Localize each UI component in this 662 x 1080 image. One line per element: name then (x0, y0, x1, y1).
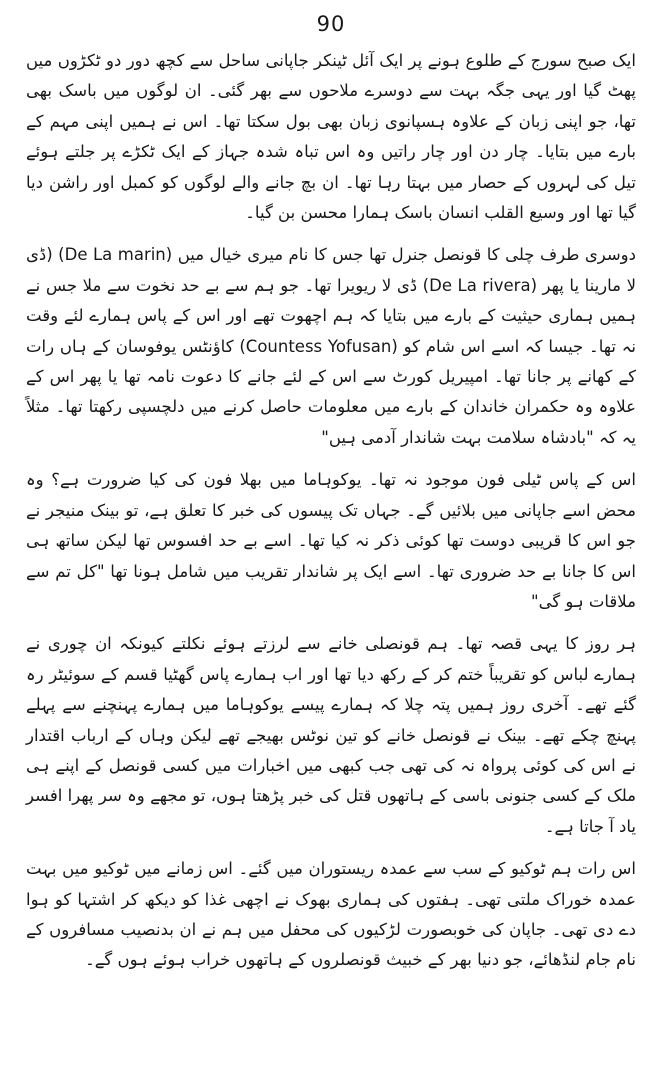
paragraph-4: ہر روز کا یہی قصہ تھا۔ ہم قونصلی خانے سے لرزتے ہوئے نکلتے کیونکہ ان چوری نے ہمارے لباس کو تقریباً ختم کر کے رکھ دیا تھا اور اب ہمارے پاس گھٹیا قسم کے سوئیٹر رہ گئے تھے۔ آخری روز ہمیں پتہ چلا کہ ہمارے پیسے یوکوہاما میں ہمارے پہنچنے سے پہلے پہنچ چکے تھے۔ بینک نے قونصل خانے کو تین نوٹس بھیجے تھے لیکن وہاں کے ارباب اقتدار نے اس کی کوئی پرواہ نہ کی تھی جب کبھی میں اخبارات میں کسی قونصل کے اپنے ہی ملک کے کسی جنونی باسی کے ہاتھوں قتل کی خبر پڑھتا ہوں، تو مجھے وہ سر پھرا افسر یاد آ جاتا ہے۔ (26, 634, 636, 836)
paragraph-1: ایک صبح سورج کے طلوع ہونے پر ایک آئل ٹینکر جاپانی ساحل سے کچھ دور دو ٹکڑوں میں پھٹ گیا اور یہی جگہ بہت سے دوسرے ملاحوں سے بھر گئی۔ ان لوگوں میں باسک بھی تھا، جو اپنی زبان کے علاوہ ہسپانوی زبان بھی بول سکتا تھا۔ اس نے ہمیں اپنی مہم کے بارے میں بتایا۔ چار دن اور چار راتیں وہ اس تباہ شدہ جہاز کے ایک ٹکڑے پر جلتے ہوئے تیل کی لہروں کے حصار میں بہتا رہا تھا۔ ان بچ جانے والے لوگوں کو کمبل اور راشن دیا گیا تھا اور وسیع القلب انسان باسک ہمارا محسن بن گیا۔ (26, 51, 636, 223)
body-text (26, 46, 636, 976)
paragraph-2: دوسری طرف چلی کا قونصل جنرل تھا جس کا نام میری خیال میں (De La marin) (ڈی لا مارینا یا پھر (De La rivera) ڈی لا ریویرا تھا۔ جو ہم سے بے حد نخوت سے ملا جس نے ہمیں ہماری حیثیت کے بارے میں بتایا کہ ہم اچھوت تھے اور اس کے پاس ہمارے لئے وقت نہ تھا۔ جیسا کہ اسے اس شام کو (Countess Yofusan) کاؤنٹس یوفوسان کے ہاں رات کے کھانے پر جانا تھا۔ امپیریل کورٹ سے اس کے لئے جانے کا دعوت نامہ تھا یا پھر اس کے علاوہ وہ حکمران خاندان کے بارے میں معلومات حاصل کرنے میں دلچسپی رکھتا تھا۔ مثلاً یہ کہ "بادشاہ سلامت بہت شاندار آدمی ہیں" (26, 245, 637, 447)
paragraph-5: اس رات ہم ٹوکیو کے سب سے عمدہ ریستوران میں گئے۔ اس زمانے میں ٹوکیو میں بہت عمدہ خوراک ملتی تھی۔ ہفتوں کی ہماری بھوک نے اچھی غذا کو دیکھ کر اشتہا کو ہوا دے دی تھی۔ جاپان کی خوبصورت لڑکیوں کی محفل میں ہم نے ان بدنصیب مسافروں کے نام جام لنڈھائے، جو دنیا بھر کے خبیث قونصلروں کے ہاتھوں خراب ہوئے ہوں گے۔ (26, 859, 636, 970)
page-number: 90 (316, 12, 346, 36)
paragraph-3: اس کے پاس ٹیلی فون موجود نہ تھا۔ یوکوہاما میں بھلا فون کی کیا ضرورت ہے؟ وہ محض اسے جاپانی میں بلائیں گے۔ جہاں تک پیسوں کی خبر کا تعلق ہے، تو بینک منیجر نے جو اس کا قریبی دوست تھا کوئی ذکر نہ کیا تھا۔ اسے بے حد افسوس تھا لیکن ساتھ ہی اس کا جانا بے حد ضروری تھا۔ اسے ایک پر شاندار تقریب میں شامل ہونا تھا "کل تم سے ملاقات ہو گی" (26, 470, 636, 611)
